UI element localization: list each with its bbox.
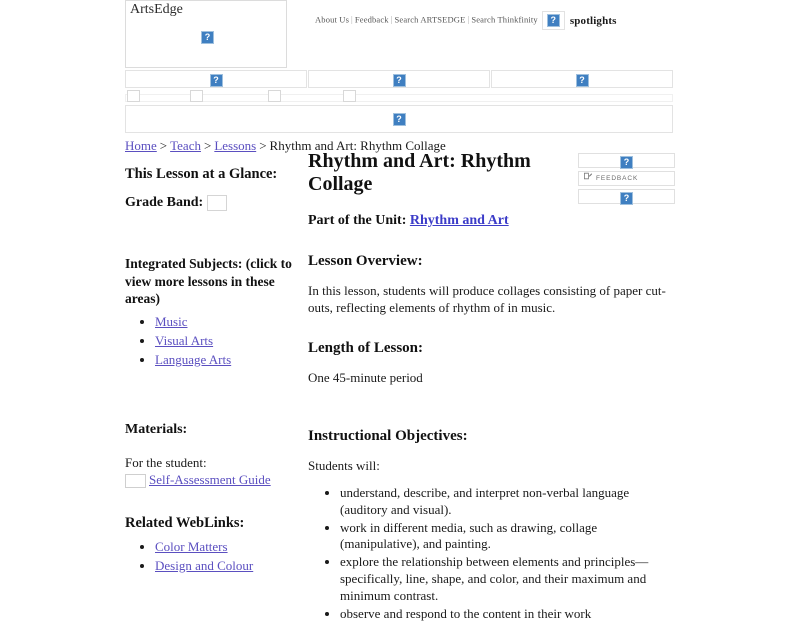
broken-image-icon: [201, 31, 214, 44]
sidebar: [125, 165, 303, 575]
broken-image-icon: [620, 192, 633, 205]
list-item: • understand, describe, and interpret non-verbal language (auditory and visual).: [340, 485, 675, 519]
nav-separator: |: [351, 14, 353, 25]
site-header: [125, 0, 675, 68]
feedback-pencil-icon: [584, 172, 592, 185]
banner-row[interactable]: [125, 105, 673, 133]
list-item: • work in different media, such as drawing, collage (manipulative), and painting.: [340, 520, 675, 554]
site-logo-text: ArtsEdge: [130, 2, 183, 17]
length-of-lesson-heading: Length of Lesson:: [308, 340, 424, 357]
for-the-student-label: For the student:: [125, 454, 207, 470]
nav-placeholder-3[interactable]: [268, 90, 281, 102]
breadcrumb-separator: >: [203, 138, 212, 153]
related-weblinks-heading: Related WebLinks:: [125, 514, 245, 531]
objectives-list: [308, 485, 675, 623]
nav-separator: |: [467, 14, 470, 25]
nav-cell-2[interactable]: [308, 70, 490, 88]
broken-image-icon: [547, 14, 560, 27]
utility-nav: [315, 11, 617, 30]
site-logo-box[interactable]: [125, 0, 287, 68]
list-item: • observe and respond to the content in their work: [340, 606, 675, 623]
list-item: [155, 538, 303, 557]
related-weblinks-list: [125, 538, 303, 576]
broken-image-icon: [620, 156, 633, 169]
secondary-nav-background: [125, 94, 673, 102]
broken-image-icon: [393, 74, 406, 87]
spotlights-image-box[interactable]: [542, 11, 565, 30]
lesson-at-a-glance-heading: This Lesson at a Glance:: [125, 166, 278, 182]
unit-link[interactable]: Rhythm and Art: [409, 212, 509, 228]
nav-feedback[interactable]: Feedback: [354, 14, 389, 25]
breadcrumb-home[interactable]: Home: [125, 138, 157, 153]
feedback-button-label: FEEDBACK: [596, 175, 639, 183]
integrated-subjects-heading: Integrated Subjects: (click to view more lessons in these areas): [125, 256, 292, 306]
lesson-overview-text: In this lesson, students will produce collages consisting of paper cut-outs, reflecting elements of rhythm of in music.: [308, 282, 666, 315]
nav-cell-3[interactable]: [491, 70, 673, 88]
nav-placeholder-4[interactable]: [343, 90, 356, 102]
main-content: [308, 150, 675, 624]
weblink-color-matters[interactable]: Color Matters: [155, 538, 228, 554]
nav-placeholder-2[interactable]: [190, 90, 203, 102]
breadcrumb-lessons[interactable]: Lessons: [214, 138, 257, 153]
list-item: • explore the relationship between elements and principles—specifically, line, shape, and color, and their maximum and minimum contrast.: [340, 554, 675, 605]
page-title: Rhythm and Art: Rhythm Collage: [308, 150, 531, 195]
materials-heading: Materials:: [125, 421, 188, 437]
breadcrumb-current: Rhythm and Art: Rhythm Collage: [269, 138, 446, 153]
grade-band-row: [125, 195, 303, 211]
print-button[interactable]: [578, 189, 675, 204]
weblink-design-and-colour[interactable]: Design and Colour: [155, 557, 254, 573]
subject-link-music[interactable]: Music: [155, 314, 188, 330]
part-of-unit-row: [308, 213, 675, 229]
nav-search-artsedge[interactable]: Search ARTSEDGE: [394, 14, 466, 25]
broken-image-icon: [576, 74, 589, 87]
subject-link-language-arts[interactable]: Language Arts: [155, 351, 232, 367]
spotlights-label: spotlights: [569, 14, 617, 27]
primary-nav-row: [125, 70, 673, 88]
list-item: [155, 557, 303, 576]
part-of-unit-label: Part of the Unit:: [308, 212, 407, 228]
nav-separator: |: [390, 14, 393, 25]
feedback-button[interactable]: [578, 171, 675, 186]
lesson-overview-heading: Lesson Overview:: [308, 252, 423, 269]
grade-band-value-box: [207, 195, 227, 211]
breadcrumb-separator: >: [259, 138, 267, 153]
secondary-nav-row: [125, 90, 673, 102]
document-placeholder-icon: [125, 474, 146, 488]
subject-link-visual-arts[interactable]: Visual Arts: [155, 332, 214, 348]
instructional-objectives-heading: Instructional Objectives:: [308, 428, 468, 445]
title-area: [308, 150, 675, 196]
nav-placeholder-1[interactable]: [127, 90, 140, 102]
broken-image-icon: [210, 74, 223, 87]
broken-image-icon: [393, 113, 406, 126]
nav-search-thinkfinity[interactable]: Search Thinkfinity: [471, 14, 538, 25]
integrated-subjects-list: [125, 313, 303, 370]
list-item: [155, 313, 303, 332]
nav-cell-1[interactable]: [125, 70, 307, 88]
nav-about-us[interactable]: About Us: [315, 14, 350, 25]
breadcrumb-teach[interactable]: Teach: [170, 138, 201, 153]
self-assessment-row: [125, 472, 303, 488]
list-item: [155, 332, 303, 351]
action-button-stack: [578, 153, 675, 207]
self-assessment-guide-link[interactable]: Self-Assessment Guide: [149, 471, 271, 487]
breadcrumb-separator: >: [159, 138, 168, 153]
list-item: [155, 351, 303, 370]
page-container: [125, 0, 675, 621]
length-of-lesson-text: One 45-minute period: [308, 370, 423, 386]
share-button[interactable]: [578, 153, 675, 168]
objectives-intro: Students will:: [308, 458, 380, 474]
grade-band-label: Grade Band:: [125, 195, 204, 211]
